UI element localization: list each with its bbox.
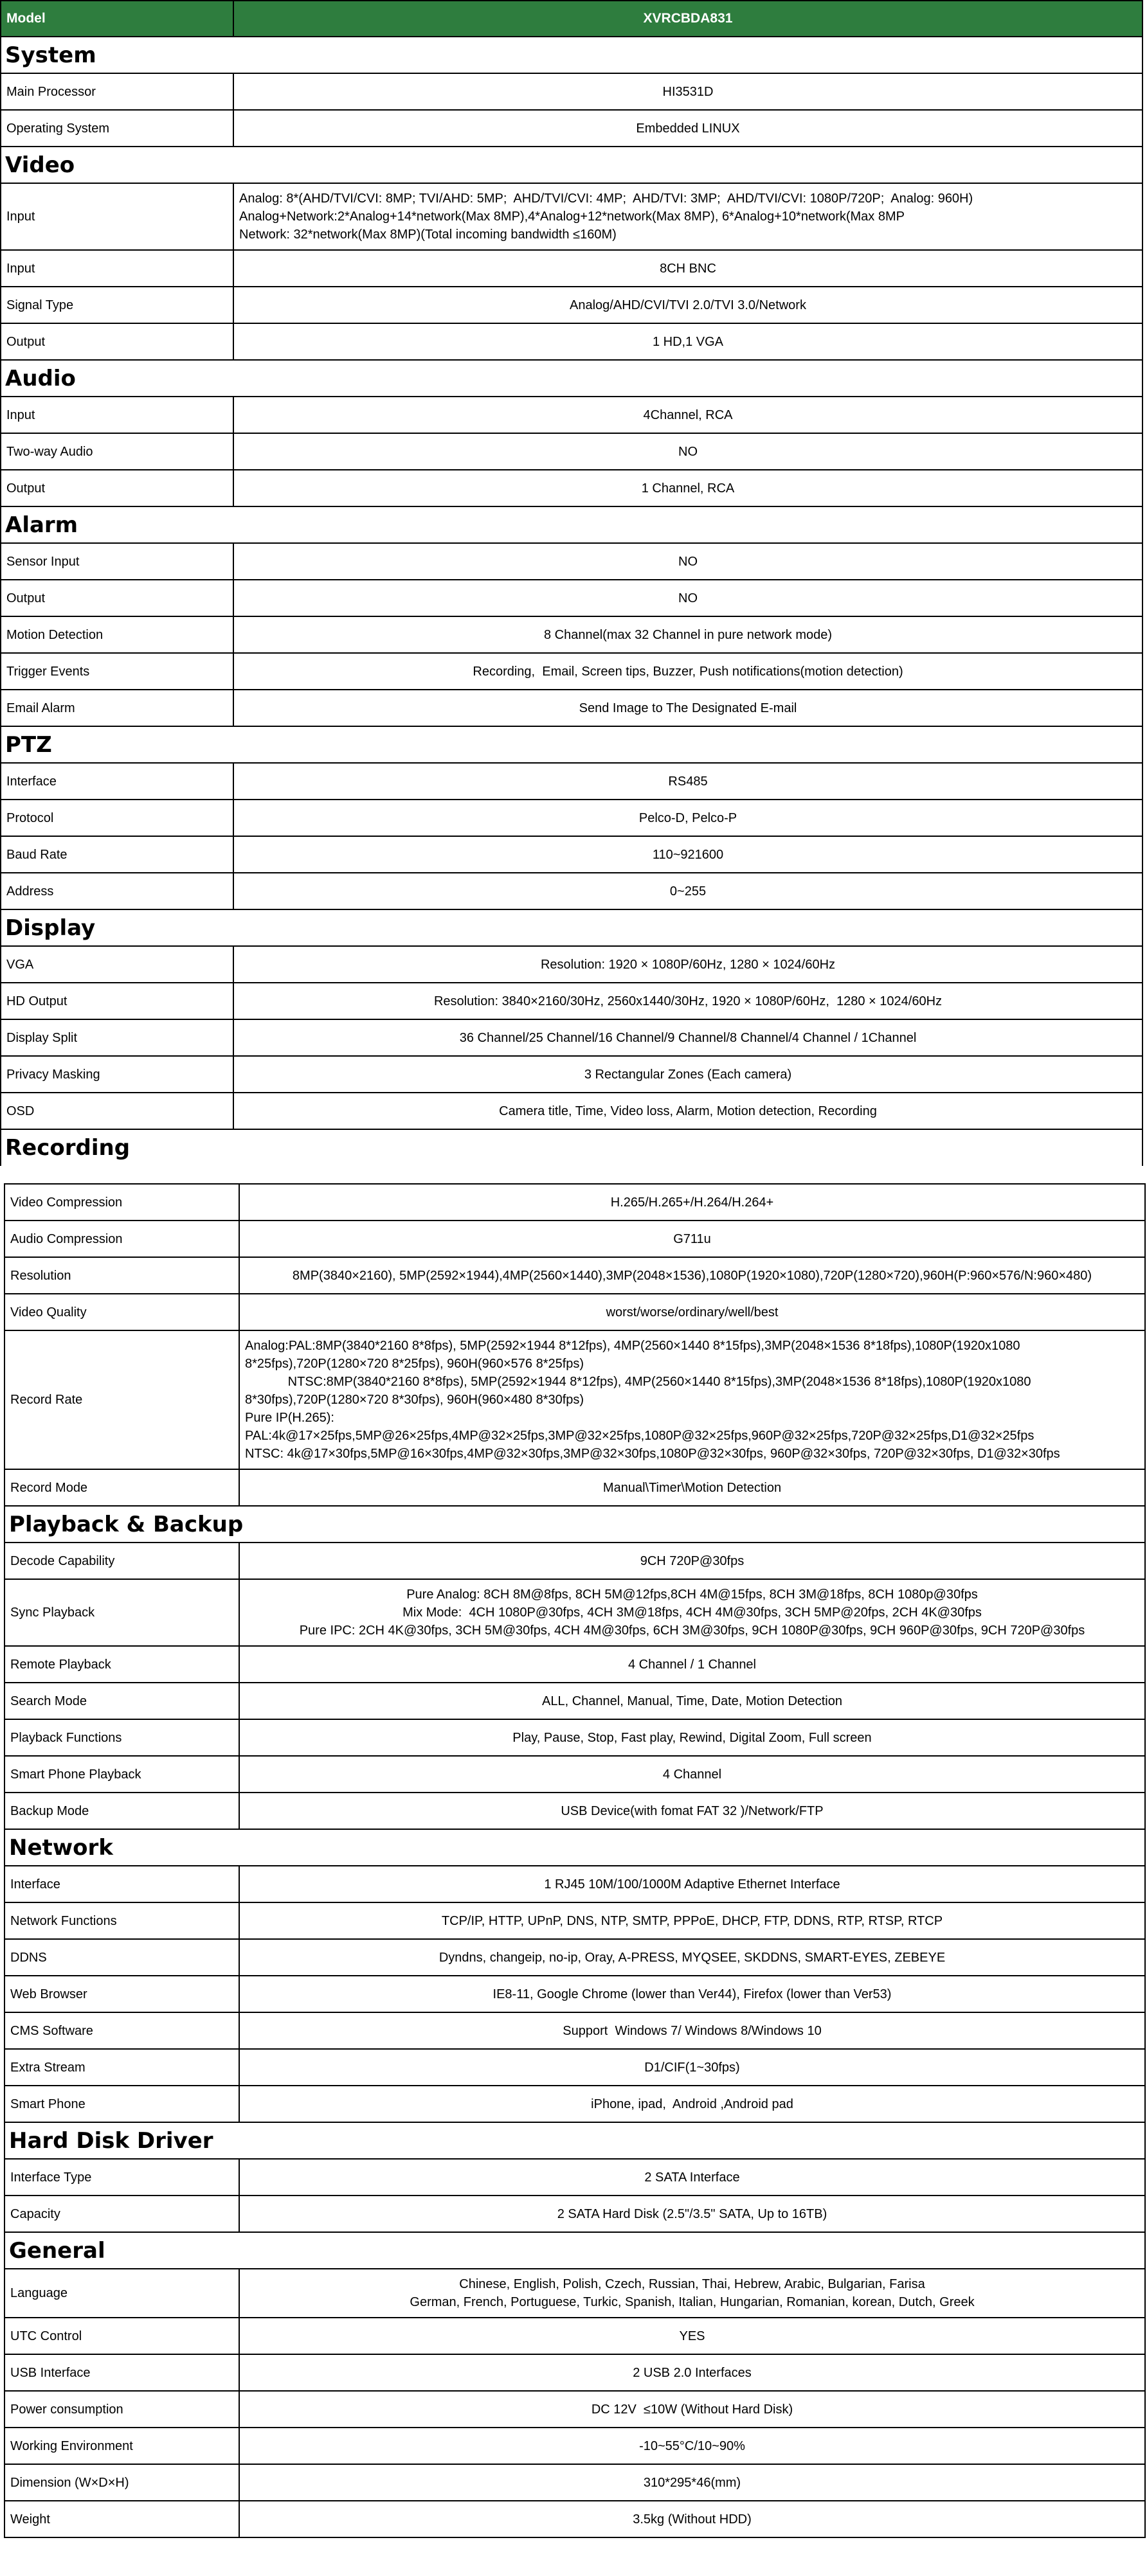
- spec-table-part1: [0, 0, 1143, 1166]
- spec-value: [233, 616, 1142, 653]
- spec-label: Email Alarm: [1, 690, 233, 726]
- section-header-network: [5, 1829, 1145, 1866]
- spec-value: [239, 1939, 1145, 1976]
- spec-row-hd-output: [1, 983, 1142, 1019]
- spec-value-line: 8MP(3840×2160), 5MP(2592×1944),4MP(2560×1440),3MP(2048×1536),1080P(1920×1080),720P(1280×720),960H(P:960×576/N:960×480): [292, 1268, 1092, 1283]
- spec-value: [239, 2318, 1145, 2354]
- spec-label: Extra Stream: [5, 2049, 239, 2086]
- spec-value-line: 110~921600: [652, 847, 724, 862]
- spec-value: [233, 1019, 1142, 1056]
- spec-value-line: PAL:4k@17×25fps,5MP@26×25fps,4MP@32×25fps,3MP@32×25fps,1080P@32×25fps,960P@32×25fps,720P@32×25fps,D1@32×25fps: [245, 1429, 1034, 1443]
- spec-row-extra-stream: [5, 2049, 1145, 2086]
- spec-row-utc-control: [5, 2318, 1145, 2354]
- spec-value-line: USB Device(with fomat FAT 32 )/Network/FTP: [561, 1803, 824, 1818]
- spec-value-line: German, French, Portuguese, Turkic, Spanish, Italian, Hungarian, Romanian, korean, Dutch, Greek: [410, 2295, 975, 2309]
- spec-value-line: -10~55°C/10~90%: [639, 2438, 745, 2453]
- section-title: Audio: [1, 360, 1142, 397]
- spec-row-address: [1, 873, 1142, 909]
- spec-value: [239, 2012, 1145, 2049]
- spec-label: Dimension (W×D×H): [5, 2464, 239, 2501]
- spec-label: Privacy Masking: [1, 1056, 233, 1093]
- section-title: System: [1, 37, 1142, 73]
- spec-value: [239, 2159, 1145, 2196]
- spec-value-line: Pelco-D, Pelco-P: [638, 810, 737, 825]
- spec-label: Main Processor: [1, 73, 233, 110]
- spec-label: Record Rate: [5, 1330, 239, 1469]
- section-title: Network: [5, 1829, 1145, 1866]
- spec-row-interface-type: [5, 2159, 1145, 2196]
- spec-label: Two-way Audio: [1, 433, 233, 470]
- spec-row-sync-playback: [5, 1579, 1145, 1646]
- spec-row-weight: [5, 2501, 1145, 2537]
- spec-value: [239, 1294, 1145, 1330]
- spec-row-baud-rate: [1, 836, 1142, 873]
- spec-label: Power consumption: [5, 2391, 239, 2428]
- spec-value: [239, 2196, 1145, 2232]
- spec-value: [233, 800, 1142, 836]
- spec-label: Address: [1, 873, 233, 909]
- spec-label: UTC Control: [5, 2318, 239, 2354]
- spec-label: Resolution: [5, 1257, 239, 1294]
- spec-label: Record Mode: [5, 1469, 239, 1506]
- section-header-alarm: [1, 506, 1142, 543]
- spec-value-line: 8 Channel(max 32 Channel in pure network mode): [543, 627, 833, 642]
- spec-value-line: Recording, Email, Screen tips, Buzzer, Push notifications(motion detection): [473, 664, 903, 679]
- spec-label: Sensor Input: [1, 543, 233, 580]
- spec-value: [233, 543, 1142, 580]
- spec-label: Capacity: [5, 2196, 239, 2232]
- spec-row-motion-detection: [1, 616, 1142, 653]
- spec-value-line: H.265/H.265+/H.264/H.264+: [610, 1195, 774, 1210]
- spec-value-line: 3.5kg (Without HDD): [633, 2512, 752, 2527]
- spec-value-line: 0~255: [669, 884, 707, 899]
- model-header-value: XVRCBDA831: [233, 1, 1142, 37]
- section-title: Hard Disk Driver: [5, 2122, 1145, 2159]
- section-header-video: [1, 147, 1142, 183]
- section-title: Playback & Backup: [5, 1506, 1145, 1543]
- spec-label: DDNS: [5, 1939, 239, 1976]
- spec-value-line: Resolution: 3840×2160/30Hz, 2560x1440/30Hz, 1920 × 1080P/60Hz, 1280 × 1024/60Hz: [433, 994, 943, 1008]
- spec-row-ddns: [5, 1939, 1145, 1976]
- spec-value: [233, 653, 1142, 690]
- spec-row-smart-phone: [5, 2086, 1145, 2122]
- spec-value: [233, 73, 1142, 110]
- spec-value-line: 9CH 720P@30fps: [640, 1553, 745, 1568]
- spec-value: [233, 690, 1142, 726]
- spec-row-main-processor: [1, 73, 1142, 110]
- spec-value-line: Dyndns, changeip, no-ip, Oray, A-PRESS, MYQSEE, SKDDNS, SMART-EYES, ZEBEYE: [438, 1950, 946, 1965]
- spec-value-line: Play, Pause, Stop, Fast play, Rewind, Digital Zoom, Full screen: [512, 1730, 872, 1745]
- spec-row-input: [1, 183, 1142, 250]
- spec-row-cms-software: [5, 2012, 1145, 2049]
- spec-row-audio-compression: [5, 1221, 1145, 1257]
- spec-value: [233, 873, 1142, 909]
- spec-value-line: Analog: 8*(AHD/TVI/CVI: 8MP; TVI/AHD: 5MP; AHD/TVI/CVI: 4MP; AHD/TVI: 3MP; AHD/TVI/CVI: 1080P/720P; Analog: 960H): [239, 192, 973, 206]
- section-title: Video: [1, 147, 1142, 183]
- spec-value: [239, 1646, 1145, 1683]
- spec-value-line: Mix Mode: 4CH 1080P@30fps, 4CH 3M@18fps, 4CH 4M@30fps, 3CH 5MP@20fps, 2CH 4K@30fps: [402, 1606, 982, 1620]
- section-title: Display: [1, 909, 1142, 946]
- spec-value-line: G711u: [673, 1231, 711, 1246]
- spec-value: [239, 2049, 1145, 2086]
- spec-value-line: HI3531D: [662, 84, 714, 99]
- spec-value: [233, 397, 1142, 433]
- spec-label: Interface: [5, 1866, 239, 1902]
- spec-value-line: 2 SATA Hard Disk (2.5"/3.5" SATA, Up to 16TB): [557, 2206, 827, 2221]
- spec-table-part2: [4, 1183, 1146, 2538]
- spec-row-dimension-w-d-h: [5, 2464, 1145, 2501]
- spec-row-video-quality: [5, 1294, 1145, 1330]
- spec-row-web-browser: [5, 1976, 1145, 2012]
- spec-value-line: Analog/AHD/CVI/TVI 2.0/TVI 3.0/Network: [570, 298, 806, 312]
- spec-label: Video Quality: [5, 1294, 239, 1330]
- spec-row-smart-phone-playback: [5, 1756, 1145, 1793]
- spec-row-network-functions: [5, 1902, 1145, 1939]
- spec-value-line: Embedded LINUX: [636, 121, 740, 136]
- spec-label: Network Functions: [5, 1902, 239, 1939]
- spec-value: [239, 2501, 1145, 2537]
- spec-value: [233, 946, 1142, 983]
- spec-row-two-way-audio: [1, 433, 1142, 470]
- spec-value: [233, 110, 1142, 147]
- spec-value-line: Manual\Timer\Motion Detection: [602, 1480, 782, 1495]
- spec-value: [233, 1056, 1142, 1093]
- spec-label: Input: [1, 397, 233, 433]
- spec-row-record-rate: [5, 1330, 1145, 1469]
- spec-label: Display Split: [1, 1019, 233, 1056]
- spec-value: [239, 1469, 1145, 1506]
- spec-row-output: [1, 580, 1142, 616]
- spec-value-line: 8*25fps),720P(1280×720 8*25fps), 960H(960×576 8*25fps): [245, 1357, 584, 1371]
- spec-label: Decode Capability: [5, 1543, 239, 1579]
- spec-value-line: NO: [678, 591, 698, 605]
- section-header-audio: [1, 360, 1142, 397]
- spec-label: Interface Type: [5, 2159, 239, 2196]
- spec-value: [233, 1093, 1142, 1129]
- spec-label: Motion Detection: [1, 616, 233, 653]
- spec-value: [233, 983, 1142, 1019]
- spec-row-working-environment: [5, 2428, 1145, 2464]
- spec-row-interface: [5, 1866, 1145, 1902]
- spec-value-line: RS485: [668, 774, 708, 789]
- spec-value: [239, 2086, 1145, 2122]
- spec-value: [239, 1257, 1145, 1294]
- spec-row-playback-functions: [5, 1719, 1145, 1756]
- spec-row-search-mode: [5, 1683, 1145, 1719]
- spec-value-line: 8CH BNC: [660, 261, 716, 276]
- spec-value: [233, 287, 1142, 323]
- spec-value-line: Pure IP(H.265):: [245, 1411, 334, 1425]
- spec-value: [239, 2428, 1145, 2464]
- spec-row-decode-capability: [5, 1543, 1145, 1579]
- spec-row-osd: [1, 1093, 1142, 1129]
- model-header-label: Model: [1, 1, 233, 37]
- spec-row-language: [5, 2269, 1145, 2318]
- spec-label: Protocol: [1, 800, 233, 836]
- spec-value: [239, 1543, 1145, 1579]
- section-header-display: [1, 909, 1142, 946]
- spec-value-line: 2 SATA Interface: [644, 2170, 740, 2185]
- spec-row-vga: [1, 946, 1142, 983]
- spec-label: Playback Functions: [5, 1719, 239, 1756]
- spec-value-line: Network: 32*network(Max 8MP)(Total incoming bandwidth ≤160M): [239, 228, 617, 242]
- spec-value-line: 4 Channel / 1 Channel: [628, 1657, 757, 1672]
- spec-row-signal-type: [1, 287, 1142, 323]
- spec-value-line: NO: [678, 554, 698, 569]
- spec-label: Web Browser: [5, 1976, 239, 2012]
- spec-row-trigger-events: [1, 653, 1142, 690]
- section-header-ptz: [1, 726, 1142, 763]
- spec-value-line: IE8-11, Google Chrome (lower than Ver44), Firefox (lower than Ver53): [492, 1987, 892, 2001]
- spec-row-backup-mode: [5, 1793, 1145, 1829]
- spec-value: [239, 1902, 1145, 1939]
- spec-label: Output: [1, 323, 233, 360]
- spec-value-line: 4 Channel: [662, 1767, 722, 1782]
- spec-value-line: Pure Analog: 8CH 8M@8fps, 8CH 5M@12fps,8CH 4M@15fps, 8CH 3M@18fps, 8CH 1080p@30fps: [406, 1588, 978, 1602]
- spec-value-line: iPhone, ipad, Android ,Android pad: [591, 2097, 793, 2111]
- spec-value-line: YES: [679, 2329, 705, 2343]
- spec-value: [239, 1330, 1145, 1469]
- section-title: General: [5, 2232, 1145, 2269]
- spec-value: [233, 836, 1142, 873]
- spec-value: [233, 183, 1142, 250]
- spec-value: [239, 2464, 1145, 2501]
- spec-row-output: [1, 323, 1142, 360]
- spec-label: Working Environment: [5, 2428, 239, 2464]
- spec-value: [239, 1221, 1145, 1257]
- spec-value-line: 2 USB 2.0 Interfaces: [633, 2365, 752, 2380]
- spec-value-line: Resolution: 1920 × 1080P/60Hz, 1280 × 1024/60Hz: [540, 957, 836, 972]
- spec-row-power-consumption: [5, 2391, 1145, 2428]
- spec-row-record-mode: [5, 1469, 1145, 1506]
- spec-label: Signal Type: [1, 287, 233, 323]
- spec-label: Output: [1, 580, 233, 616]
- spec-value: [233, 763, 1142, 800]
- spec-value-line: ALL, Channel, Manual, Time, Date, Motion Detection: [542, 1694, 842, 1708]
- spec-row-operating-system: [1, 110, 1142, 147]
- spec-label: Video Compression: [5, 1184, 239, 1221]
- spec-row-remote-playback: [5, 1646, 1145, 1683]
- section-header-general: [5, 2232, 1145, 2269]
- spec-value: [233, 580, 1142, 616]
- spec-label: Input: [1, 250, 233, 287]
- spec-value-line: 310*295*46(mm): [643, 2475, 741, 2490]
- spec-value-line: NO: [678, 444, 698, 459]
- spec-value: [239, 1756, 1145, 1793]
- spec-row-capacity: [5, 2196, 1145, 2232]
- spec-value: [233, 470, 1142, 506]
- spec-label: Sync Playback: [5, 1579, 239, 1646]
- spec-value-line: D1/CIF(1~30fps): [644, 2060, 740, 2075]
- spec-value: [239, 1976, 1145, 2012]
- spec-value: [233, 433, 1142, 470]
- spec-value: [239, 1793, 1145, 1829]
- spec-value-line: Analog:PAL:8MP(3840*2160 8*8fps), 5MP(2592×1944 8*12fps), 4MP(2560×1440 8*15fps),3MP(2048×1536 8*18fps),1080P(1920x1080: [245, 1339, 1020, 1353]
- spec-row-display-split: [1, 1019, 1142, 1056]
- spec-row-protocol: [1, 800, 1142, 836]
- section-title: Alarm: [1, 506, 1142, 543]
- spec-value-line: worst/worse/ordinary/well/best: [606, 1305, 779, 1319]
- spec-label: Trigger Events: [1, 653, 233, 690]
- spec-value: [239, 2269, 1145, 2318]
- spec-label: Audio Compression: [5, 1221, 239, 1257]
- spec-value: [239, 1184, 1145, 1221]
- spec-value-line: 1 HD,1 VGA: [652, 334, 724, 349]
- spec-value-line: 4Channel, RCA: [643, 407, 733, 422]
- spec-value-line: 1 Channel, RCA: [641, 481, 735, 496]
- spec-value-line: NTSC: 4k@17×30fps,5MP@16×30fps,4MP@32×30fps,3MP@32×30fps,1080P@32×30fps, 960P@32×30fps, 720P@32×30fps, D1@32×30fps: [245, 1447, 1060, 1461]
- spec-label: Remote Playback: [5, 1646, 239, 1683]
- spec-value-line: 36 Channel/25 Channel/16 Channel/9 Channel/8 Channel/4 Channel / 1Channel: [459, 1030, 917, 1045]
- spec-value-line: TCP/IP, HTTP, UPnP, DNS, NTP, SMTP, PPPoE, DHCP, FTP, DDNS, RTP, RTSP, RTCP: [441, 1913, 943, 1928]
- spec-label: Input: [1, 183, 233, 250]
- spec-label: USB Interface: [5, 2354, 239, 2391]
- spec-value: [239, 2354, 1145, 2391]
- section-header-playback-backup: [5, 1506, 1145, 1543]
- spec-label: HD Output: [1, 983, 233, 1019]
- spec-row-email-alarm: [1, 690, 1142, 726]
- spec-label: Operating System: [1, 110, 233, 147]
- spec-value: [233, 250, 1142, 287]
- spec-value-line: 3 Rectangular Zones (Each camera): [584, 1067, 792, 1082]
- section-header-recording: [1, 1129, 1142, 1166]
- spec-row-input: [1, 250, 1142, 287]
- section-header-hard-disk-driver: [5, 2122, 1145, 2159]
- spec-label: Output: [1, 470, 233, 506]
- spec-label: Weight: [5, 2501, 239, 2537]
- model-header-row: [1, 1, 1142, 37]
- spec-value-line: DC 12V ≤10W (Without Hard Disk): [591, 2402, 793, 2417]
- spec-value-line: Analog+Network:2*Analog+14*network(Max 8MP),4*Analog+12*network(Max 8MP), 6*Analog+10*network(Max 8MP: [239, 210, 905, 224]
- spec-value: [239, 1719, 1145, 1756]
- spec-row-resolution: [5, 1257, 1145, 1294]
- spec-value: [239, 1683, 1145, 1719]
- spec-value-line: Pure IPC: 2CH 4K@30fps, 3CH 5M@30fps, 4CH 4M@30fps, 6CH 3M@30fps, 9CH 1080P@30fps, 9CH 960P@30fps, 9CH 720P@30fps: [299, 1623, 1085, 1638]
- spec-value-line: 1 RJ45 10M/100/1000M Adaptive Ethernet Interface: [544, 1877, 840, 1892]
- spec-label: Interface: [1, 763, 233, 800]
- spec-value-line: Send Image to The Designated E-mail: [579, 701, 797, 715]
- spec-row-output: [1, 470, 1142, 506]
- spec-row-usb-interface: [5, 2354, 1145, 2391]
- spec-label: Smart Phone Playback: [5, 1756, 239, 1793]
- section-title: PTZ: [1, 726, 1142, 763]
- spec-label: Smart Phone: [5, 2086, 239, 2122]
- section-title: Recording: [1, 1129, 1142, 1166]
- spec-value: [239, 1866, 1145, 1902]
- spec-value-line: Chinese, English, Polish, Czech, Russian, Thai, Hebrew, Arabic, Bulgarian, Farisa: [459, 2277, 925, 2291]
- spec-row-sensor-input: [1, 543, 1142, 580]
- spec-value: [239, 1579, 1145, 1646]
- spec-value-line: 8*30fps),720P(1280×720 8*30fps), 960H(960×480 8*30fps): [245, 1393, 584, 1407]
- spec-value-line: Support Windows 7/ Windows 8/Windows 10: [563, 2023, 822, 2038]
- spec-label: CMS Software: [5, 2012, 239, 2049]
- spec-value: [239, 2391, 1145, 2428]
- spec-label: Baud Rate: [1, 836, 233, 873]
- section-header-system: [1, 37, 1142, 73]
- spec-row-privacy-masking: [1, 1056, 1142, 1093]
- spec-label: Backup Mode: [5, 1793, 239, 1829]
- spec-value-line: NTSC:8MP(3840*2160 8*8fps), 5MP(2592×1944 8*12fps), 4MP(2560×1440 8*15fps),3MP(2048×1536 8*18fps),1080P(1920x1080: [245, 1375, 1031, 1389]
- spec-row-interface: [1, 763, 1142, 800]
- spec-value-line: Camera title, Time, Video loss, Alarm, Motion detection, Recording: [499, 1104, 877, 1118]
- spec-value: [233, 323, 1142, 360]
- spec-row-video-compression: [5, 1184, 1145, 1221]
- spec-label: Language: [5, 2269, 239, 2318]
- spec-label: Search Mode: [5, 1683, 239, 1719]
- spec-row-input: [1, 397, 1142, 433]
- spec-label: VGA: [1, 946, 233, 983]
- spec-label: OSD: [1, 1093, 233, 1129]
